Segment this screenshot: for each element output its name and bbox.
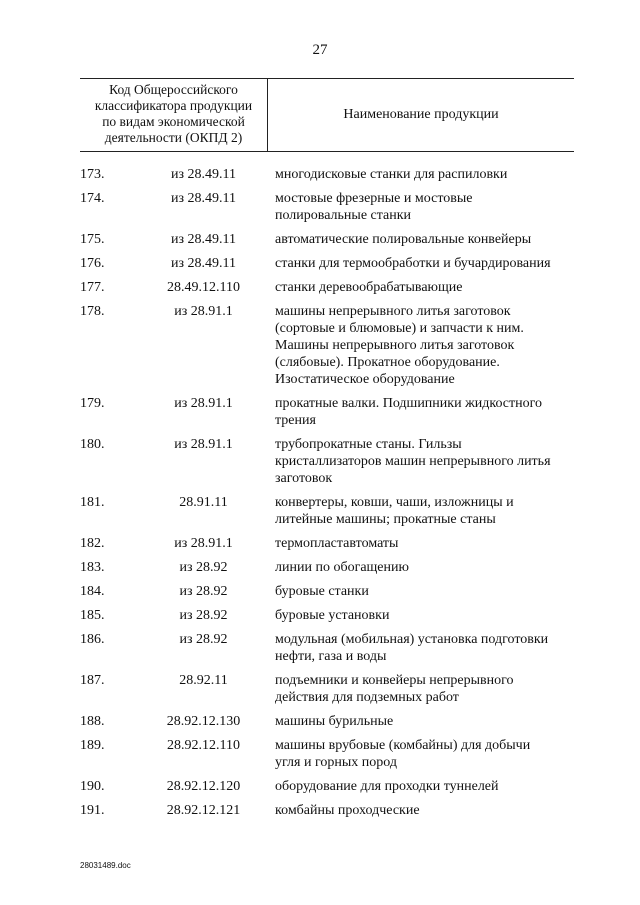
row-okpd-code: из 28.49.11 [170, 167, 236, 182]
row-number: 184. [80, 584, 105, 599]
row-product-name [269, 255, 574, 272]
row-okpd-code: из 28.49.11 [170, 256, 236, 271]
table-row [80, 303, 574, 388]
row-okpd-code: 28.92.12.120 [166, 779, 241, 794]
table-row [80, 713, 574, 730]
row-number: 190. [80, 779, 105, 794]
table-row [80, 583, 574, 600]
product-name-line: машины непрерывного литья заготовок [275, 304, 511, 319]
table-header [80, 78, 574, 152]
table-row [80, 778, 574, 795]
row-okpd-code: 28.92.12.110 [167, 738, 240, 753]
product-name-line: трения [275, 413, 316, 428]
table-row [80, 631, 574, 665]
header-code-line: Код Общероссийского [109, 82, 238, 97]
product-name-line: трубопрокатные станы. Гильзы [275, 437, 462, 452]
row-product-name [269, 802, 574, 819]
table-row [80, 607, 574, 624]
row-number: 181. [80, 495, 105, 510]
row-product-name [269, 559, 574, 576]
row-number: 186. [80, 632, 105, 647]
header-code-line: деятельности (ОКПД 2) [104, 130, 243, 145]
row-number: 185. [80, 608, 105, 623]
product-name-line: комбайны проходческие [275, 803, 420, 818]
row-okpd-code: из 28.92 [179, 584, 228, 599]
header-code-line: по видам экономической [102, 114, 245, 129]
row-product-name [269, 778, 574, 795]
row-okpd-code: из 28.91.1 [174, 304, 233, 319]
product-name-line: конвертеры, ковши, чаши, изложницы и [275, 495, 514, 510]
row-okpd-code: из 28.91.1 [174, 536, 233, 551]
row-product-name [269, 395, 574, 429]
product-name-line: полировальные станки [275, 208, 412, 223]
product-name-line: модульная (мобильная) установка подготовки [275, 632, 549, 647]
row-number: 189. [80, 738, 105, 753]
row-okpd-code: 28.49.12.110 [167, 280, 240, 295]
product-name-line: (слябовые). Прокатное оборудование. [275, 355, 500, 370]
row-product-name [269, 583, 574, 600]
product-name-line: мостовые фрезерные и мостовые [275, 191, 473, 206]
file-name: 28031489.doc [80, 861, 131, 870]
row-product-name [269, 436, 574, 487]
product-name-line: многодисковые станки для распиловки [275, 167, 508, 182]
row-okpd-code: 28.91.11 [179, 495, 228, 510]
product-name-line: прокатные валки. Подшипники жидкостного [275, 396, 543, 411]
table-row [80, 802, 574, 819]
table-row [80, 535, 574, 552]
header-code-line: классификатора продукции [94, 98, 253, 113]
row-okpd-code: из 28.49.11 [170, 191, 236, 206]
product-name-line: станки для термообработки и бучардирования [275, 256, 551, 271]
row-product-name [269, 631, 574, 665]
row-number: 183. [80, 560, 105, 575]
row-okpd-code: из 28.49.11 [170, 232, 236, 247]
product-name-line: машины врубовые (комбайны) для добычи [275, 738, 531, 753]
row-number: 173. [80, 167, 105, 182]
row-product-name [269, 190, 574, 224]
row-number: 174. [80, 191, 105, 206]
row-product-name [269, 737, 574, 771]
row-number: 178. [80, 304, 105, 319]
table-row [80, 436, 574, 487]
row-product-name [269, 672, 574, 706]
row-product-name [269, 607, 574, 624]
product-name-line: Машины непрерывного литья заготовок [275, 338, 515, 353]
table-row [80, 190, 574, 224]
row-okpd-code: 28.92.11 [179, 673, 228, 688]
product-name-line: Изостатическое оборудование [275, 372, 455, 387]
table-row [80, 737, 574, 771]
product-name-line: автоматические полировальные конвейеры [275, 232, 532, 247]
product-name-line: нефти, газа и воды [275, 649, 387, 664]
row-product-name [269, 535, 574, 552]
header-name-column: Наименование продукции [343, 107, 499, 122]
table-row [80, 255, 574, 272]
row-number: 176. [80, 256, 105, 271]
table-row [80, 166, 574, 183]
row-number: 191. [80, 803, 105, 818]
table-row [80, 231, 574, 248]
product-name-line: (сортовые и блюмовые) и запчасти к ним. [275, 321, 524, 336]
row-number: 187. [80, 673, 105, 688]
table-row [80, 395, 574, 429]
product-name-line: оборудование для проходки туннелей [275, 779, 499, 794]
row-product-name [269, 494, 574, 528]
row-number: 180. [80, 437, 105, 452]
row-number: 179. [80, 396, 105, 411]
row-product-name [269, 303, 574, 388]
row-product-name [269, 231, 574, 248]
product-table [80, 166, 574, 826]
row-number: 177. [80, 280, 105, 295]
row-okpd-code: из 28.92 [179, 632, 228, 647]
product-name-line: термопластавтоматы [275, 536, 399, 551]
product-name-line: угля и горных пород [275, 755, 397, 770]
product-name-line: буровые станки [275, 584, 369, 599]
row-number: 188. [80, 714, 105, 729]
product-name-line: машины бурильные [275, 714, 394, 729]
row-product-name [269, 279, 574, 296]
product-name-line: литейные машины; прокатные станы [275, 512, 496, 527]
table-row [80, 494, 574, 528]
row-okpd-code: из 28.92 [179, 560, 228, 575]
table-row [80, 559, 574, 576]
row-product-name [269, 713, 574, 730]
table-row [80, 672, 574, 706]
row-product-name [269, 166, 574, 183]
row-number: 182. [80, 536, 105, 551]
row-okpd-code: из 28.91.1 [174, 396, 233, 411]
product-name-line: буровые установки [275, 608, 390, 623]
header-code-column [80, 79, 268, 151]
product-name-line: заготовок [275, 471, 333, 486]
row-okpd-code: из 28.92 [179, 608, 228, 623]
table-row [80, 279, 574, 296]
product-name-line: станки деревообрабатывающие [275, 280, 463, 295]
product-name-line: кристаллизаторов машин непрерывного литья [275, 454, 551, 469]
row-okpd-code: 28.92.12.130 [166, 714, 241, 729]
page-number: 27 [312, 42, 328, 58]
row-okpd-code: 28.92.12.121 [166, 803, 241, 818]
product-name-line: действия для подземных работ [275, 690, 459, 705]
product-name-line: подъемники и конвейеры непрерывного [275, 673, 514, 688]
row-number: 175. [80, 232, 105, 247]
row-okpd-code: из 28.91.1 [174, 437, 233, 452]
product-name-line: линии по обогащению [275, 560, 409, 575]
